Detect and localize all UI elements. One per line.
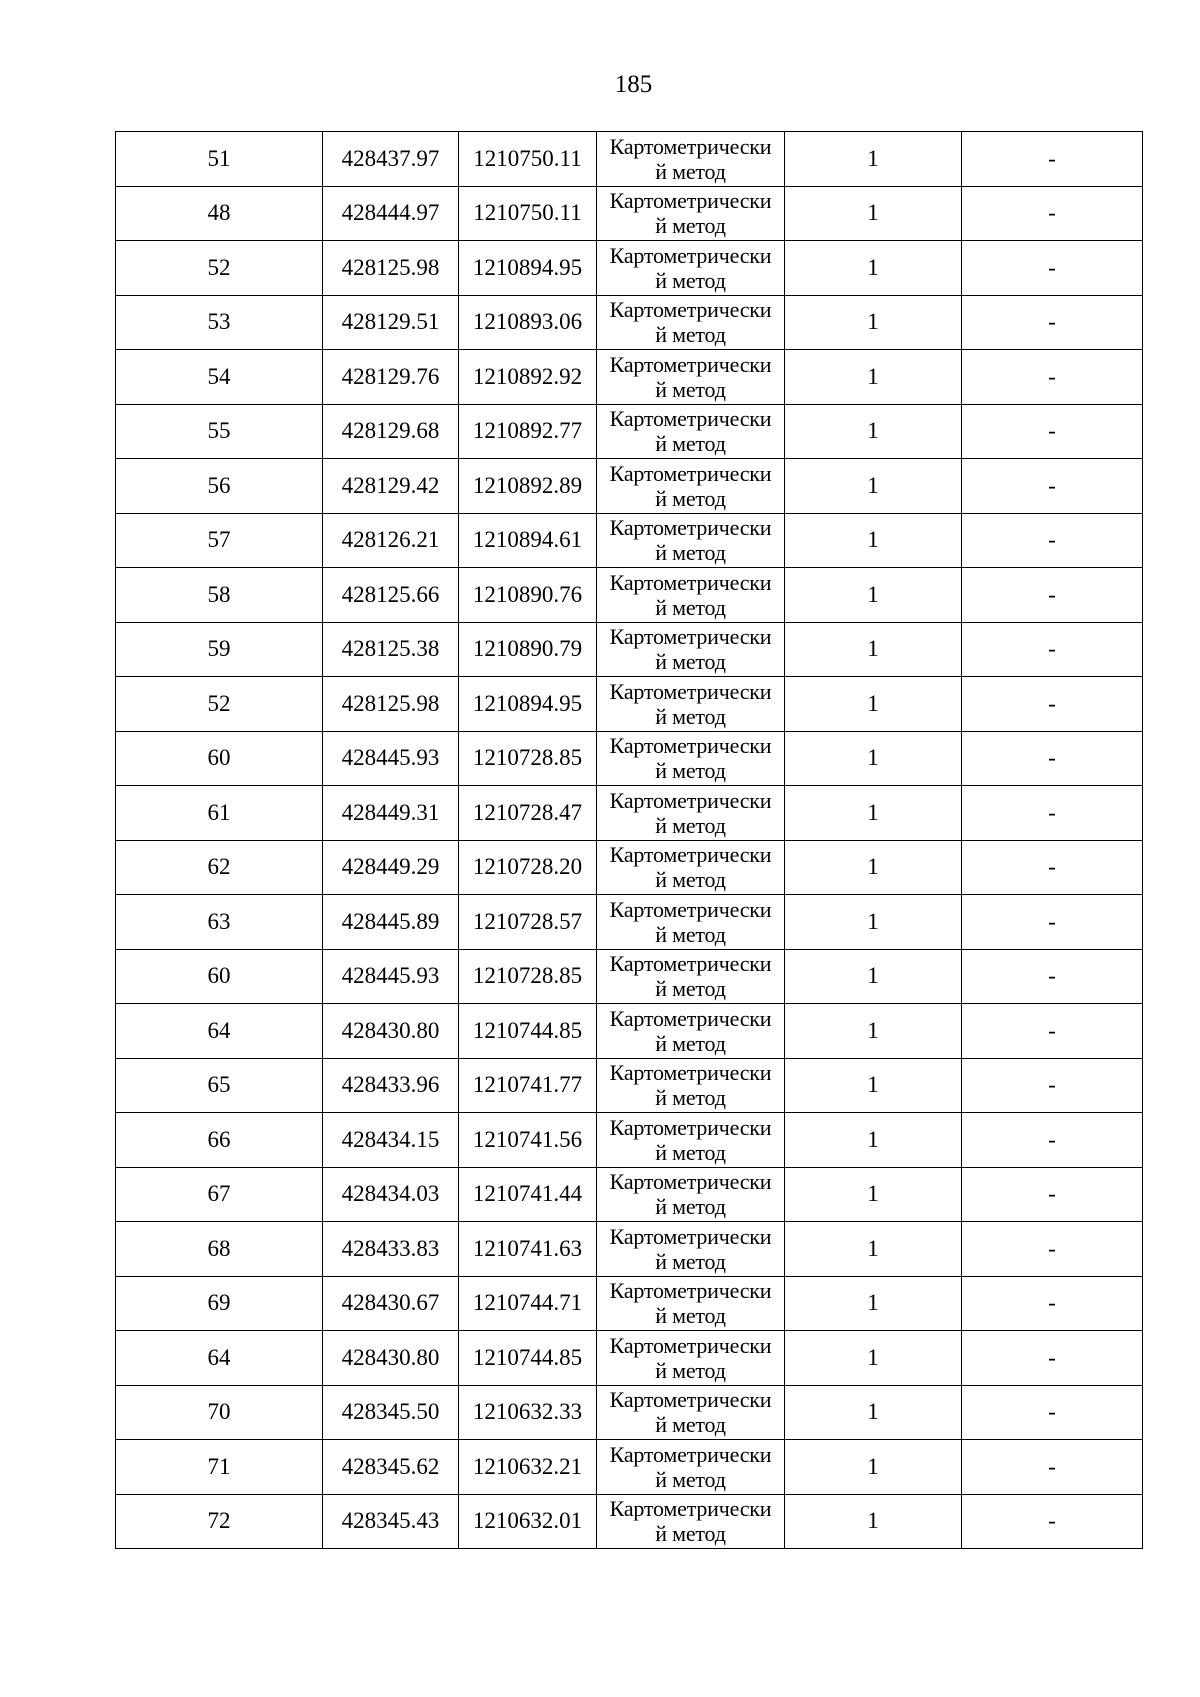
x-coordinate-cell: 428430.67 [323,1276,459,1331]
method-text: й метод [655,703,726,729]
method-text: й метод [655,1139,726,1165]
method-text: Картометрически [609,460,772,486]
x-coordinate-cell: 428129.42 [323,459,459,514]
table-row [116,350,1143,405]
method-text: Картометрически [609,624,772,650]
method-text: Картометрически [609,896,772,922]
method-text: й метод [655,1085,726,1111]
method-cell [597,731,785,786]
x-coordinate-cell: 428125.98 [323,241,459,296]
point-number-cell: 57 [116,513,323,568]
accuracy-cell: 1 [785,622,962,677]
y-coordinate-cell: 1210632.33 [459,1385,597,1440]
method-cell [597,677,785,732]
x-coordinate-cell: 428345.62 [323,1440,459,1495]
point-number-cell: 68 [116,1222,323,1277]
x-coordinate-cell: 428345.43 [323,1494,459,1549]
y-coordinate-cell: 1210728.20 [459,840,597,895]
method-text: й метод [655,431,726,457]
point-number-cell: 58 [116,568,323,623]
x-coordinate-cell: 428129.51 [323,295,459,350]
x-coordinate-cell: 428445.93 [323,731,459,786]
x-coordinate-cell: 428430.80 [323,1004,459,1059]
y-coordinate-cell: 1210728.57 [459,895,597,950]
y-coordinate-cell: 1210744.85 [459,1331,597,1386]
table-row [116,1113,1143,1168]
method-text: й метод [655,758,726,784]
method-text: й метод [655,267,726,293]
method-text: Картометрически [609,1060,772,1086]
table-row [116,1440,1143,1495]
point-number-cell: 62 [116,840,323,895]
y-coordinate-cell: 1210632.21 [459,1440,597,1495]
method-text: й метод [655,485,726,511]
y-coordinate-cell: 1210890.79 [459,622,597,677]
table-row [116,459,1143,514]
note-cell: - [962,622,1143,677]
note-cell: - [962,459,1143,514]
point-number-cell: 56 [116,459,323,514]
table-row [116,568,1143,623]
table-row [116,949,1143,1004]
method-cell [597,1276,785,1331]
x-coordinate-cell: 428449.31 [323,786,459,841]
method-cell [597,1113,785,1168]
table-row [116,731,1143,786]
note-cell: - [962,1004,1143,1059]
method-text: й метод [655,158,726,184]
x-coordinate-cell: 428445.93 [323,949,459,1004]
method-text: Картометрически [609,1223,772,1249]
method-text: й метод [655,1521,726,1547]
method-text: й метод [655,812,726,838]
method-text: й метод [655,540,726,566]
point-number-cell: 64 [116,1331,323,1386]
method-text: Картометрически [609,569,772,595]
note-cell: - [962,840,1143,895]
point-number-cell: 72 [116,1494,323,1549]
table-row [116,295,1143,350]
accuracy-cell: 1 [785,677,962,732]
y-coordinate-cell: 1210744.71 [459,1276,597,1331]
method-text: й метод [655,1466,726,1492]
table-row [116,513,1143,568]
method-text: й метод [655,921,726,947]
method-cell [597,949,785,1004]
note-cell: - [962,1113,1143,1168]
point-number-cell: 64 [116,1004,323,1059]
method-text: Картометрически [609,1496,772,1522]
point-number-cell: 52 [116,677,323,732]
method-cell [597,1385,785,1440]
y-coordinate-cell: 1210892.92 [459,350,597,405]
method-text: Картометрически [609,951,772,977]
method-text: Картометрически [609,351,772,377]
method-text: Картометрически [609,515,772,541]
note-cell: - [962,1385,1143,1440]
table-row [116,677,1143,732]
method-cell [597,132,785,187]
accuracy-cell: 1 [785,568,962,623]
note-cell: - [962,786,1143,841]
note-cell: - [962,241,1143,296]
x-coordinate-cell: 428345.50 [323,1385,459,1440]
note-cell: - [962,513,1143,568]
method-cell [597,1058,785,1113]
method-text: Картометрически [609,1114,772,1140]
y-coordinate-cell: 1210893.06 [459,295,597,350]
method-cell [597,295,785,350]
accuracy-cell: 1 [785,895,962,950]
method-text: й метод [655,867,726,893]
note-cell: - [962,1167,1143,1222]
method-cell [597,622,785,677]
method-text: Картометрически [609,1441,772,1467]
table-row [116,132,1143,187]
method-text: Картометрически [609,133,772,159]
table-row [116,1494,1143,1549]
method-text: й метод [655,1248,726,1274]
table-row [116,622,1143,677]
method-text: Картометрически [609,842,772,868]
table-row [116,1222,1143,1277]
x-coordinate-cell: 428125.98 [323,677,459,732]
table-row [116,186,1143,241]
accuracy-cell: 1 [785,186,962,241]
table-row [116,786,1143,841]
point-number-cell: 69 [116,1276,323,1331]
point-number-cell: 67 [116,1167,323,1222]
accuracy-cell: 1 [785,1276,962,1331]
y-coordinate-cell: 1210728.47 [459,786,597,841]
method-cell [597,459,785,514]
accuracy-cell: 1 [785,132,962,187]
method-cell [597,1331,785,1386]
point-number-cell: 65 [116,1058,323,1113]
accuracy-cell: 1 [785,1222,962,1277]
accuracy-cell: 1 [785,513,962,568]
method-text: Картометрически [609,406,772,432]
accuracy-cell: 1 [785,1494,962,1549]
coordinates-table [115,131,1143,1549]
accuracy-cell: 1 [785,1167,962,1222]
method-text: Картометрически [609,1278,772,1304]
x-coordinate-cell: 428129.68 [323,404,459,459]
accuracy-cell: 1 [785,350,962,405]
method-text: й метод [655,1303,726,1329]
note-cell: - [962,186,1143,241]
x-coordinate-cell: 428125.38 [323,622,459,677]
accuracy-cell: 1 [785,1113,962,1168]
accuracy-cell: 1 [785,404,962,459]
method-text: й метод [655,322,726,348]
method-text: й метод [655,376,726,402]
accuracy-cell: 1 [785,731,962,786]
table-row [116,404,1143,459]
y-coordinate-cell: 1210741.44 [459,1167,597,1222]
point-number-cell: 59 [116,622,323,677]
note-cell: - [962,1494,1143,1549]
table-row [116,895,1143,950]
method-text: Картометрически [609,1005,772,1031]
y-coordinate-cell: 1210728.85 [459,731,597,786]
method-cell [597,1440,785,1495]
method-text: й метод [655,594,726,620]
table-row [116,1276,1143,1331]
y-coordinate-cell: 1210892.77 [459,404,597,459]
point-number-cell: 60 [116,731,323,786]
method-cell [597,404,785,459]
note-cell: - [962,295,1143,350]
table-row [116,241,1143,296]
method-text: й метод [655,1412,726,1438]
point-number-cell: 66 [116,1113,323,1168]
method-text: й метод [655,213,726,239]
accuracy-cell: 1 [785,1440,962,1495]
note-cell: - [962,731,1143,786]
y-coordinate-cell: 1210728.85 [459,949,597,1004]
method-cell [597,1494,785,1549]
table-body [116,132,1143,1549]
note-cell: - [962,949,1143,1004]
note-cell: - [962,1058,1143,1113]
point-number-cell: 71 [116,1440,323,1495]
x-coordinate-cell: 428430.80 [323,1331,459,1386]
table-row [116,1385,1143,1440]
x-coordinate-cell: 428444.97 [323,186,459,241]
y-coordinate-cell: 1210894.95 [459,677,597,732]
point-number-cell: 63 [116,895,323,950]
point-number-cell: 54 [116,350,323,405]
y-coordinate-cell: 1210750.11 [459,132,597,187]
method-cell [597,350,785,405]
accuracy-cell: 1 [785,786,962,841]
point-number-cell: 55 [116,404,323,459]
x-coordinate-cell: 428445.89 [323,895,459,950]
point-number-cell: 53 [116,295,323,350]
method-cell [597,895,785,950]
note-cell: - [962,677,1143,732]
y-coordinate-cell: 1210741.63 [459,1222,597,1277]
method-cell [597,513,785,568]
x-coordinate-cell: 428125.66 [323,568,459,623]
note-cell: - [962,568,1143,623]
y-coordinate-cell: 1210632.01 [459,1494,597,1549]
method-text: Картометрически [609,733,772,759]
method-text: Картометрически [609,297,772,323]
y-coordinate-cell: 1210750.11 [459,186,597,241]
point-number-cell: 61 [116,786,323,841]
accuracy-cell: 1 [785,840,962,895]
note-cell: - [962,895,1143,950]
note-cell: - [962,1222,1143,1277]
method-text: й метод [655,1030,726,1056]
method-text: Картометрически [609,1332,772,1358]
method-text: Картометрически [609,1387,772,1413]
method-cell [597,1004,785,1059]
accuracy-cell: 1 [785,1331,962,1386]
method-text: Картометрически [609,242,772,268]
accuracy-cell: 1 [785,1058,962,1113]
table-row [116,1058,1143,1113]
method-text: й метод [655,649,726,675]
x-coordinate-cell: 428126.21 [323,513,459,568]
method-cell [597,1222,785,1277]
method-cell [597,186,785,241]
page-number: 185 [614,71,653,98]
method-text: Картометрически [609,787,772,813]
method-cell [597,568,785,623]
method-cell [597,241,785,296]
x-coordinate-cell: 428437.97 [323,132,459,187]
method-cell [597,840,785,895]
y-coordinate-cell: 1210741.77 [459,1058,597,1113]
accuracy-cell: 1 [785,241,962,296]
accuracy-cell: 1 [785,459,962,514]
y-coordinate-cell: 1210890.76 [459,568,597,623]
x-coordinate-cell: 428129.76 [323,350,459,405]
method-text: й метод [655,1194,726,1220]
note-cell: - [962,350,1143,405]
y-coordinate-cell: 1210744.85 [459,1004,597,1059]
x-coordinate-cell: 428449.29 [323,840,459,895]
x-coordinate-cell: 428434.15 [323,1113,459,1168]
point-number-cell: 52 [116,241,323,296]
table-row [116,1004,1143,1059]
method-text: Картометрически [609,188,772,214]
method-text: Картометрически [609,678,772,704]
y-coordinate-cell: 1210741.56 [459,1113,597,1168]
y-coordinate-cell: 1210894.61 [459,513,597,568]
note-cell: - [962,1440,1143,1495]
point-number-cell: 51 [116,132,323,187]
method-cell [597,786,785,841]
x-coordinate-cell: 428433.83 [323,1222,459,1277]
note-cell: - [962,1276,1143,1331]
method-cell [597,1167,785,1222]
method-text: Картометрически [609,1169,772,1195]
method-text: й метод [655,1357,726,1383]
point-number-cell: 48 [116,186,323,241]
x-coordinate-cell: 428434.03 [323,1167,459,1222]
y-coordinate-cell: 1210894.95 [459,241,597,296]
accuracy-cell: 1 [785,1385,962,1440]
accuracy-cell: 1 [785,295,962,350]
y-coordinate-cell: 1210892.89 [459,459,597,514]
x-coordinate-cell: 428433.96 [323,1058,459,1113]
accuracy-cell: 1 [785,949,962,1004]
table-row [116,1331,1143,1386]
point-number-cell: 70 [116,1385,323,1440]
note-cell: - [962,1331,1143,1386]
note-cell: - [962,132,1143,187]
point-number-cell: 60 [116,949,323,1004]
table-row [116,1167,1143,1222]
method-text: й метод [655,976,726,1002]
accuracy-cell: 1 [785,1004,962,1059]
note-cell: - [962,404,1143,459]
table-row [116,840,1143,895]
